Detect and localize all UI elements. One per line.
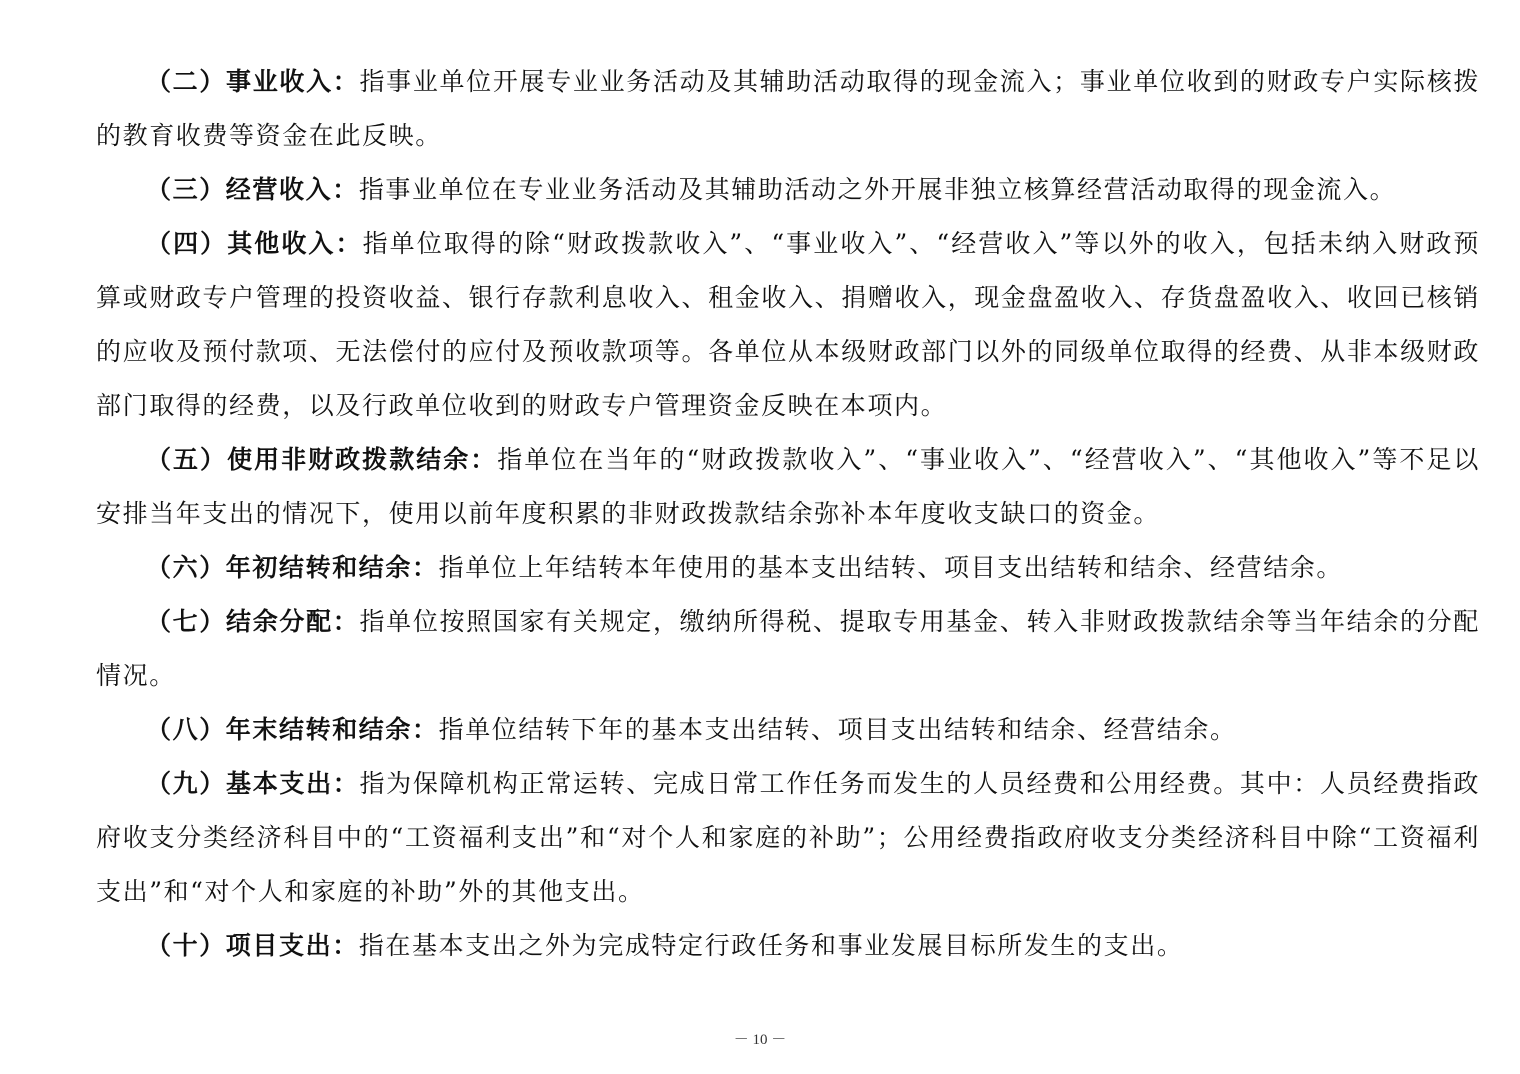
paragraph-business-income bbox=[96, 55, 1480, 163]
term-heading: （八）年末结转和结余： bbox=[146, 715, 439, 744]
page-number: － 10 － bbox=[733, 1032, 787, 1048]
document-body bbox=[96, 55, 1480, 973]
paragraph-non-fiscal-surplus-use bbox=[96, 433, 1480, 541]
term-heading: （九）基本支出： bbox=[146, 769, 360, 798]
term-heading: （十）项目支出： bbox=[146, 931, 359, 960]
definition-text: 指事业单位开展专业业务活动及其辅助活动取得的现金流入；事业单位收到的财政专户实际核拨的教育收费等资金在此反映。 bbox=[96, 67, 1480, 150]
definition-text: 指单位取得的除“财政拨款收入”、“事业收入”、“经营收入”等以外的收入，包括未纳入财政预算或财政专户管理的投资收益、银行存款利息收入、租金收入、捐赠收入，现金盘盈收入、存货盘盈收入、收回已核销的应收及预付款项、无法偿付的应付及预收款项等。各单位从本级财政部门以外的同级单位取得的经费、从非本级财政部门取得的经费，以及行政单位收到的财政专户管理资金反映在本项内。 bbox=[96, 229, 1480, 420]
definition-text: 指单位在当年的“财政拨款收入”、“事业收入”、“经营收入”、“其他收入”等不足以安排当年支出的情况下，使用以前年度积累的非财政拨款结余弥补本年度收支缺口的资金。 bbox=[96, 445, 1480, 528]
term-heading: （六）年初结转和结余： bbox=[146, 553, 439, 582]
paragraph-project-expenditure bbox=[96, 919, 1480, 973]
paragraph-opening-carryover bbox=[96, 541, 1480, 595]
paragraph-other-income bbox=[96, 217, 1480, 433]
term-heading: （二）事业收入： bbox=[146, 67, 360, 96]
definition-text: 指单位上年结转本年使用的基本支出结转、项目支出结转和结余、经营结余。 bbox=[438, 553, 1344, 582]
term-heading: （七）结余分配： bbox=[146, 607, 360, 636]
definition-text: 指单位结转下年的基本支出结转、项目支出结转和结余、经营结余。 bbox=[438, 715, 1237, 744]
paragraph-basic-expenditure bbox=[96, 757, 1480, 919]
term-heading: （五）使用非财政拨款结余： bbox=[146, 445, 498, 474]
definition-text: 指为保障机构正常运转、完成日常工作任务而发生的人员经费和公用经费。其中：人员经费指政府收支分类经济科目中的“工资福利支出”和“对个人和家庭的补助”；公用经费指政府收支分类经济科目中除“工资福利支出”和“对个人和家庭的补助”外的其他支出。 bbox=[96, 769, 1480, 906]
term-heading: （三）经营收入： bbox=[146, 175, 359, 204]
definition-text: 指单位按照国家有关规定，缴纳所得税、提取专用基金、转入非财政拨款结余等当年结余的分配情况。 bbox=[96, 607, 1480, 690]
paragraph-surplus-distribution bbox=[96, 595, 1480, 703]
paragraph-closing-carryover bbox=[96, 703, 1480, 757]
definition-text: 指在基本支出之外为完成特定行政任务和事业发展目标所发生的支出。 bbox=[358, 931, 1184, 960]
paragraph-operating-income bbox=[96, 163, 1480, 217]
definition-text: 指事业单位在专业业务活动及其辅助活动之外开展非独立核算经营活动取得的现金流入。 bbox=[358, 175, 1397, 204]
term-heading: （四）其他收入： bbox=[146, 229, 363, 258]
